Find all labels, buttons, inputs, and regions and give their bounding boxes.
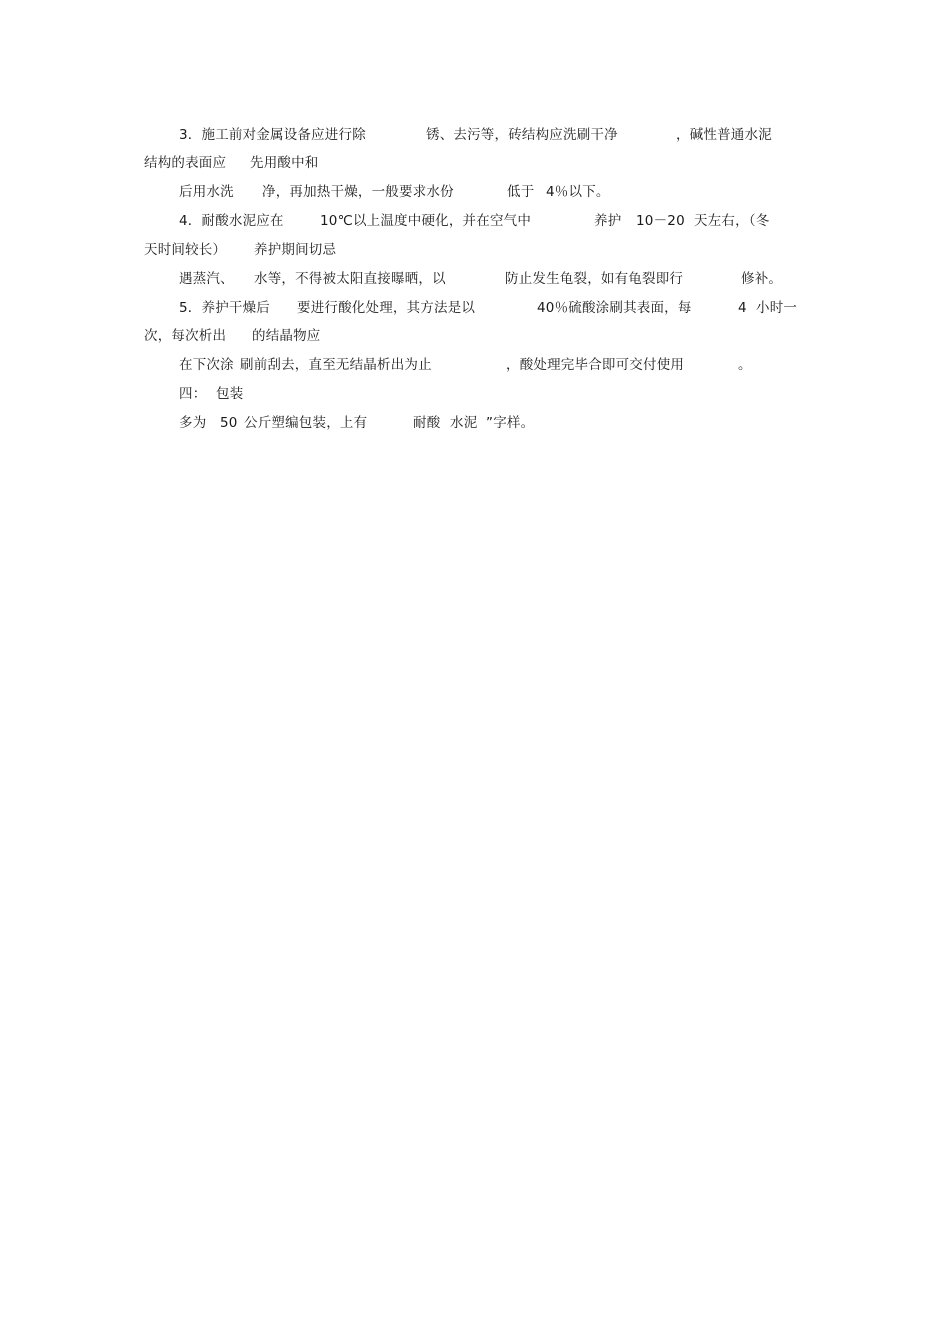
- paragraph-5-line-2: [0, 326, 950, 346]
- text-segment: ，酸处理完毕合即可交付使用: [506, 357, 685, 373]
- text-segment: 10℃以上温度中硬化，并在空气中: [320, 213, 532, 229]
- text-segment: 5．养护干燥后: [179, 300, 270, 316]
- text-segment: 锈、去污等，砖结构应洗刷干净: [426, 127, 618, 143]
- text-segment: 养护: [594, 213, 622, 229]
- packaging-text: [0, 413, 950, 433]
- text-segment: 在下次涂: [179, 357, 234, 373]
- text-segment: 养护期间切忌: [254, 242, 337, 258]
- text-segment: 刷前刮去，直至无结晶析出为止: [240, 357, 432, 373]
- text-segment: 50: [220, 415, 238, 431]
- text-segment: 10－20: [636, 213, 685, 229]
- paragraph-4-line-1: [0, 211, 950, 231]
- text-segment: 净，再加热干燥，一般要求水份: [262, 184, 454, 200]
- text-segment: 。: [738, 357, 752, 373]
- text-segment: ”字样。: [486, 415, 535, 431]
- paragraph-5-line-3: [0, 355, 950, 375]
- section-title: 包装: [216, 386, 244, 402]
- section-4-heading: [0, 384, 950, 404]
- text-segment: 40％硫酸涂刷其表面，每: [537, 300, 692, 316]
- text-segment: 多为: [179, 415, 207, 431]
- text-segment: 水等，不得被太阳直接曝晒，以: [254, 271, 446, 287]
- text-segment: 天左右，（冬: [694, 213, 770, 229]
- text-segment: 水泥: [450, 415, 478, 431]
- paragraph-5-line-1: [0, 298, 950, 318]
- text-segment: 耐酸: [413, 415, 441, 431]
- paragraph-3-line-2: [0, 153, 950, 173]
- text-segment: 低于: [507, 184, 535, 200]
- paragraph-3-line-1: [0, 125, 950, 145]
- text-segment: 公斤塑编包装，上有: [244, 415, 368, 431]
- text-segment: 的结晶物应: [252, 328, 321, 344]
- text-segment: 先用酸中和: [250, 155, 319, 171]
- text-segment: 防止发生龟裂，如有龟裂即行: [505, 271, 684, 287]
- paragraph-4-line-2: [0, 240, 950, 260]
- text-segment: 结构的表面应: [144, 155, 227, 171]
- text-segment: 3．施工前对金属设备应进行除: [179, 127, 366, 143]
- paragraph-4-line-3: [0, 269, 950, 289]
- text-segment: 4: [738, 300, 747, 316]
- text-segment: 次，每次析出: [144, 328, 227, 344]
- text-segment: 小时一: [756, 300, 798, 316]
- paragraph-3-line-3: [0, 182, 950, 202]
- text-segment: 要进行酸化处理，其方法是以: [297, 300, 476, 316]
- text-segment: 天时间较长）: [144, 242, 227, 258]
- text-segment: 后用水洗: [179, 184, 234, 200]
- text-segment: 4．耐酸水泥应在: [179, 213, 284, 229]
- text-segment: 遇蒸汽、: [179, 271, 234, 287]
- section-number: 四：: [179, 386, 207, 402]
- text-segment: 4％以下。: [546, 184, 610, 200]
- text-segment: 修补。: [741, 271, 783, 287]
- text-segment: ，碱性普通水泥: [676, 127, 772, 143]
